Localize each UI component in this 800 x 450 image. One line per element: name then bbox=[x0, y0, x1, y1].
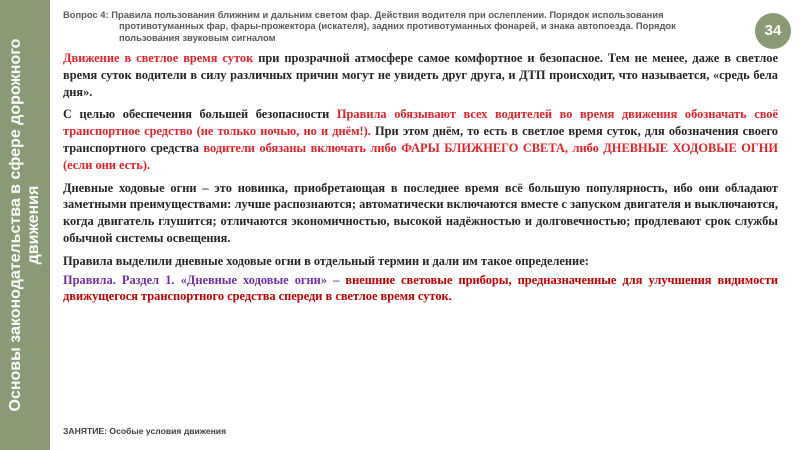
question-line-3: пользования звуковым сигналом bbox=[119, 31, 276, 43]
paragraph-5 bbox=[63, 272, 778, 306]
footer-label: ЗАНЯТИЕ: bbox=[63, 426, 107, 436]
paragraph-2 bbox=[63, 106, 778, 173]
p2-text-a: С целью обеспечения большей безопасности bbox=[63, 107, 337, 122]
p1-highlight: Движение в светлое время суток bbox=[63, 51, 254, 65]
question-header bbox=[63, 9, 713, 43]
sidebar-title: Основы законодательства в сфере дорожного движения bbox=[7, 38, 42, 412]
paragraph-4: Правила выделили дневные ходовые огни в отдельный термин и дали им такое определение: bbox=[63, 253, 589, 268]
p1-text: при прозрачной атмосфере самое комфортное и безопасное. Тем не менее, даже в светлое время суток водители в силу различных причин могут не увидеть друг друга, и ДТП происходит, что называется, «средь бела дня». bbox=[63, 51, 778, 99]
paragraph-1 bbox=[63, 50, 778, 100]
main-content bbox=[63, 50, 778, 311]
paragraph-3: Дневные ходовые огни – это новинка, приобретающая в последнее время всё большую популярность, ибо они обладают заметными преимуществами: лучше распознаются; автоматически включаются вместе с запуском двигателя и выключаются, когда двигатель глушится; отличаются экономичностью, высокой надёжностью и долговечностью; продлевают срок службы обычной системы освещения. bbox=[63, 180, 778, 245]
p2-highlight-1: Правила обязывают всех водителей во время движения обозначать своё транспортное средство (не только ночью, но и днём!). bbox=[63, 107, 779, 139]
question-line-2: противотуманных фар, фары-прожектора (искателя), задних противотуманных фонарей, и знака автопоезда. Порядок bbox=[119, 20, 676, 32]
rule-definition: внешние световые приборы, предназначенные для улучшения видимости движущегося транспортного средства спереди в светлое время суток. bbox=[63, 272, 778, 304]
p2-text-b: При этом днём, то есть в светлое время суток, для обозначения своего транспортного средства bbox=[63, 124, 778, 155]
footer-topic: Особые условия движения bbox=[107, 426, 227, 436]
question-line-1: Вопрос 4: Правила пользования ближним и дальним светом фар. Действия водителя при ослеплении. Порядок использования bbox=[63, 9, 664, 20]
slide-number-badge: 34 bbox=[755, 13, 791, 49]
sidebar bbox=[0, 0, 50, 450]
footer bbox=[63, 426, 226, 436]
rule-reference: Правила. Раздел 1. «Дневные ходовые огни» – bbox=[63, 272, 340, 287]
p2-highlight-2: водители обязаны включать либо ФАРЫ БЛИЖНЕГО СВЕТА, либо ДНЕВНЫЕ ХОДОВЫЕ ОГНИ (если они есть). bbox=[63, 140, 778, 172]
